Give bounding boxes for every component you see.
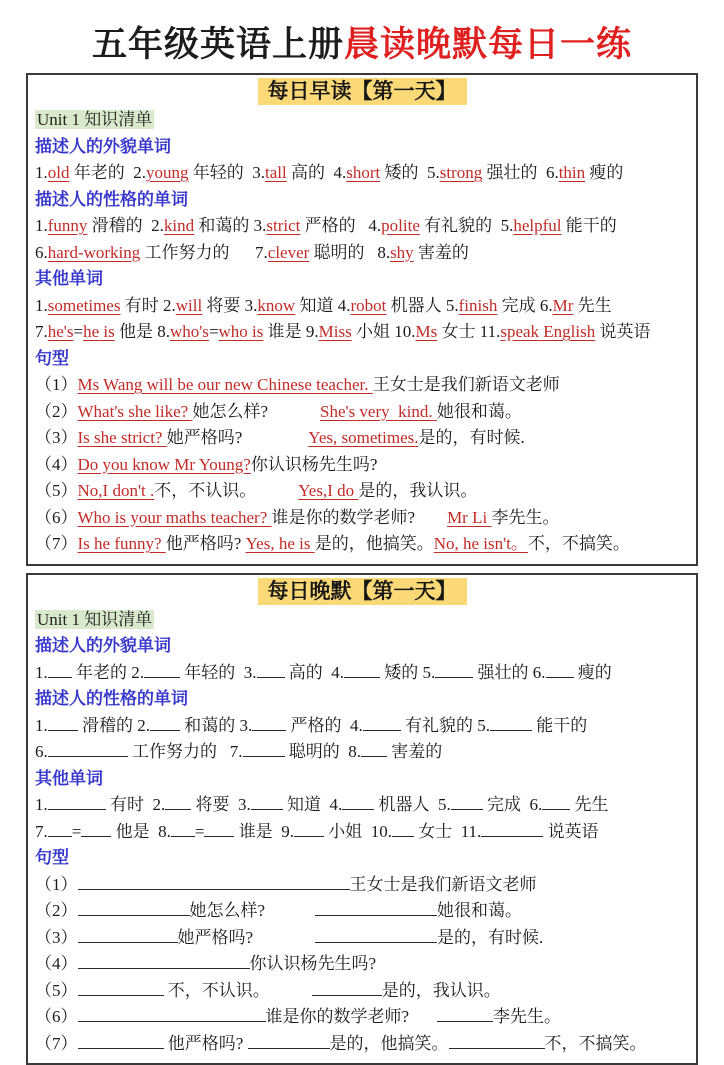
text-segment: 3. bbox=[245, 296, 258, 315]
text-segment: （1） bbox=[35, 375, 78, 394]
text-segment: 8. bbox=[348, 742, 361, 761]
text-segment: speak English bbox=[500, 322, 595, 341]
text-segment: 4. bbox=[368, 216, 381, 235]
blank-field bbox=[81, 821, 111, 837]
text-segment: 她很和蔼。 bbox=[437, 901, 522, 920]
category-heading: 句型 bbox=[35, 349, 69, 368]
text-segment: = bbox=[209, 322, 219, 341]
text-segment: 7. bbox=[35, 822, 48, 841]
worksheet-line bbox=[35, 319, 689, 346]
text-segment: Yes, sometimes. bbox=[308, 428, 418, 447]
text-segment: 将要 bbox=[191, 795, 238, 814]
worksheet-line bbox=[35, 1004, 689, 1031]
text-segment: 4. bbox=[333, 163, 346, 182]
text-segment: short bbox=[346, 163, 380, 182]
page-title bbox=[0, 0, 724, 66]
text-segment: （2） bbox=[35, 901, 78, 920]
text-segment: 滑稽的 bbox=[87, 216, 151, 235]
spacer bbox=[253, 942, 315, 943]
text-segment: 聪明的 bbox=[285, 742, 349, 761]
worksheet-line bbox=[35, 160, 689, 187]
text-segment: Do you know Mr Young? bbox=[78, 455, 251, 474]
text-segment: 她怎么样? bbox=[190, 901, 266, 920]
unit-label: Unit 1 知识清单 bbox=[35, 110, 154, 129]
morning-section-header: 每日早读【第一天】 bbox=[258, 78, 467, 105]
text-segment: 能干的 bbox=[532, 716, 587, 735]
text-segment: 5. bbox=[438, 795, 451, 814]
spacer bbox=[242, 442, 308, 443]
blank-field bbox=[78, 874, 350, 890]
text-segment: 谁是你的数学老师? bbox=[272, 508, 416, 527]
text-segment: 是的，他搞笑。 bbox=[330, 1034, 449, 1053]
blank-field bbox=[361, 741, 387, 757]
text-segment: 6. bbox=[533, 663, 546, 682]
text-segment: 11. bbox=[461, 822, 482, 841]
category-heading: 其他单词 bbox=[35, 269, 103, 288]
blank-field bbox=[542, 794, 570, 810]
text-segment: 是的，有时候. bbox=[437, 928, 543, 947]
text-segment: = bbox=[72, 822, 82, 841]
text-segment: will bbox=[176, 296, 202, 315]
text-segment: 知道 bbox=[283, 795, 330, 814]
worksheet-line bbox=[35, 134, 689, 161]
blank-field bbox=[363, 715, 401, 731]
text-segment: （6） bbox=[35, 1007, 78, 1026]
blank-field bbox=[342, 794, 374, 810]
text-segment: 强壮的 bbox=[473, 663, 533, 682]
text-segment: 小姐 bbox=[324, 822, 371, 841]
text-segment: 瘦的 bbox=[585, 163, 623, 182]
text-segment: 10. bbox=[371, 822, 392, 841]
text-segment: tall bbox=[265, 163, 287, 182]
text-segment: 是的，我认识。 bbox=[358, 481, 477, 500]
text-segment: 她很和蔼。 bbox=[437, 402, 522, 421]
text-segment: 3. bbox=[238, 795, 251, 814]
text-segment: 不，不认识。 bbox=[164, 981, 270, 1000]
text-segment: 7. bbox=[230, 742, 243, 761]
text-segment: （4） bbox=[35, 455, 78, 474]
text-segment: 7. bbox=[35, 322, 48, 341]
worksheet-line bbox=[35, 925, 689, 952]
blank-field bbox=[78, 1006, 266, 1022]
text-segment: 有礼貌的 bbox=[420, 216, 501, 235]
text-segment: 5. bbox=[427, 163, 440, 182]
text-segment: 完成 bbox=[483, 795, 530, 814]
category-heading: 描述人的性格的单词 bbox=[35, 689, 188, 708]
text-segment: Ms bbox=[415, 322, 437, 341]
text-segment: 年老的 bbox=[72, 663, 132, 682]
text-segment: Yes,I do bbox=[298, 481, 358, 500]
worksheet-line bbox=[35, 819, 689, 846]
text-segment: 谁是 bbox=[263, 322, 306, 341]
blank-field bbox=[312, 980, 382, 996]
category-heading: 描述人的性格的单词 bbox=[35, 190, 188, 209]
blank-field bbox=[315, 927, 437, 943]
unit-label: Unit 1 知识清单 bbox=[35, 610, 154, 629]
text-segment: finish bbox=[459, 296, 498, 315]
text-segment: 将要 bbox=[202, 296, 245, 315]
blank-field bbox=[294, 821, 324, 837]
text-segment: funny bbox=[48, 216, 88, 235]
text-segment: What's she like? bbox=[78, 402, 193, 421]
text-segment: 你认识杨先生吗? bbox=[250, 954, 377, 973]
worksheet-line bbox=[35, 399, 689, 426]
blank-field bbox=[78, 1033, 164, 1049]
blank-field bbox=[150, 715, 180, 731]
text-segment: 2. bbox=[153, 795, 166, 814]
blank-field bbox=[248, 1033, 330, 1049]
text-segment: young bbox=[146, 163, 189, 182]
text-segment: Who is your maths teacher? bbox=[78, 508, 272, 527]
text-segment: 8. bbox=[158, 822, 171, 841]
text-segment: 3. bbox=[252, 163, 265, 182]
text-segment: 先生 bbox=[570, 795, 608, 814]
blank-field bbox=[48, 741, 128, 757]
text-segment: 有礼貌的 bbox=[401, 716, 478, 735]
text-segment: She's very kind. bbox=[320, 402, 437, 421]
evening-section-header: 每日晚默【第一天】 bbox=[258, 578, 467, 605]
text-segment: （7） bbox=[35, 1034, 78, 1053]
text-segment: 她严格吗? bbox=[178, 928, 254, 947]
worksheet-line bbox=[35, 240, 689, 267]
text-segment: 她严格吗? bbox=[167, 428, 243, 447]
section-header-row bbox=[35, 578, 689, 607]
text-segment: （7） bbox=[35, 534, 78, 553]
text-segment: 4. bbox=[350, 716, 363, 735]
worksheet-line bbox=[35, 266, 689, 293]
text-segment: 严格的 bbox=[286, 716, 350, 735]
blank-field bbox=[78, 927, 178, 943]
worksheet-line bbox=[35, 213, 689, 240]
text-segment: 9. bbox=[306, 322, 319, 341]
text-segment: clever bbox=[268, 243, 310, 262]
blank-field bbox=[344, 662, 380, 678]
text-segment: polite bbox=[381, 216, 420, 235]
morning-reading-section bbox=[26, 73, 698, 566]
blank-field bbox=[437, 1006, 493, 1022]
blank-field bbox=[243, 741, 285, 757]
text-segment: 能干的 bbox=[562, 216, 617, 235]
text-segment: 1. bbox=[35, 296, 48, 315]
text-segment: 工作努力的 bbox=[128, 742, 230, 761]
text-segment: 害羞的 bbox=[387, 742, 442, 761]
spacer bbox=[270, 995, 312, 996]
text-segment: 王女士是我们新语文老师 bbox=[350, 875, 537, 894]
blank-field bbox=[252, 715, 286, 731]
worksheet-line bbox=[35, 739, 689, 766]
text-segment: kind bbox=[164, 216, 194, 235]
worksheet-line bbox=[35, 898, 689, 925]
text-segment: 机器人 bbox=[374, 795, 438, 814]
worksheet-line bbox=[35, 478, 689, 505]
blank-field bbox=[546, 662, 574, 678]
blank-field bbox=[490, 715, 532, 731]
text-segment: 不，不认识。 bbox=[154, 481, 256, 500]
worksheet-line bbox=[35, 187, 689, 214]
text-segment: 年轻的 bbox=[180, 663, 244, 682]
blank-field bbox=[78, 980, 164, 996]
text-segment: （3） bbox=[35, 928, 78, 947]
text-segment: 6. bbox=[35, 243, 48, 262]
text-segment: 严格的 bbox=[300, 216, 368, 235]
text-segment: （3） bbox=[35, 428, 78, 447]
blank-field bbox=[315, 900, 437, 916]
blank-field bbox=[392, 821, 414, 837]
text-segment: shy bbox=[390, 243, 414, 262]
worksheet-line bbox=[35, 792, 689, 819]
text-segment: strict bbox=[266, 216, 300, 235]
spacer bbox=[409, 1021, 437, 1022]
text-segment: 不，不搞笑。 bbox=[545, 1034, 647, 1053]
worksheet-line bbox=[35, 607, 689, 634]
blank-field bbox=[78, 953, 250, 969]
text-segment: 知道 bbox=[295, 296, 338, 315]
text-segment: 矮的 bbox=[380, 163, 427, 182]
text-segment: = bbox=[73, 322, 83, 341]
text-segment: 说英语 bbox=[543, 822, 598, 841]
text-segment: 机器人 bbox=[386, 296, 446, 315]
text-segment: 4. bbox=[330, 795, 343, 814]
text-segment: （5） bbox=[35, 981, 78, 1000]
text-segment: 3. bbox=[240, 716, 253, 735]
text-segment: 5. bbox=[446, 296, 459, 315]
worksheet-line bbox=[35, 372, 689, 399]
blank-field bbox=[257, 662, 285, 678]
text-segment: （5） bbox=[35, 481, 78, 500]
worksheet-line bbox=[35, 978, 689, 1005]
text-segment: 女士 bbox=[437, 322, 480, 341]
worksheet-line bbox=[35, 346, 689, 373]
text-segment: Is she strict? bbox=[78, 428, 167, 447]
text-segment: 矮的 bbox=[380, 663, 423, 682]
text-segment: 2. bbox=[133, 163, 146, 182]
text-segment: thin bbox=[559, 163, 585, 182]
text-segment: Ms Wang will be our new Chinese teacher. bbox=[78, 375, 373, 394]
worksheet-line bbox=[35, 452, 689, 479]
blank-field bbox=[449, 1033, 545, 1049]
blank-field bbox=[165, 794, 191, 810]
text-segment: robot bbox=[350, 296, 386, 315]
section-header-row bbox=[35, 78, 689, 107]
text-segment: 3. bbox=[254, 216, 267, 235]
text-segment: Mr bbox=[553, 296, 574, 315]
text-segment: 你认识杨先生吗? bbox=[251, 455, 378, 474]
worksheet-line bbox=[35, 107, 689, 134]
text-segment: 8. bbox=[157, 322, 170, 341]
text-segment: 8. bbox=[377, 243, 390, 262]
text-segment: 不，不搞笑。 bbox=[528, 534, 630, 553]
text-segment: 10. bbox=[394, 322, 415, 341]
worksheet-line bbox=[35, 660, 689, 687]
worksheet-line bbox=[35, 872, 689, 899]
blank-field bbox=[171, 821, 195, 837]
page-title-black: 五年级英语上册 bbox=[92, 25, 344, 64]
text-segment: he's bbox=[48, 322, 74, 341]
text-segment: 2. bbox=[163, 296, 176, 315]
blank-field bbox=[435, 662, 473, 678]
text-segment: （6） bbox=[35, 508, 78, 527]
spacer bbox=[256, 495, 298, 496]
text-segment: 6. bbox=[35, 742, 48, 761]
blank-field bbox=[451, 794, 483, 810]
blank-field bbox=[204, 821, 234, 837]
text-segment: 她怎么样? bbox=[192, 402, 268, 421]
worksheet-line bbox=[35, 686, 689, 713]
text-segment: 谁是你的数学老师? bbox=[266, 1007, 410, 1026]
text-segment: 1. bbox=[35, 163, 48, 182]
text-segment: （4） bbox=[35, 954, 78, 973]
text-segment: 小姐 bbox=[352, 322, 395, 341]
category-heading: 句型 bbox=[35, 848, 69, 867]
text-segment: 年老的 bbox=[69, 163, 133, 182]
text-segment: 和蔼的 bbox=[194, 216, 254, 235]
worksheet-line bbox=[35, 505, 689, 532]
text-segment: 年轻的 bbox=[188, 163, 252, 182]
text-segment: 6. bbox=[540, 296, 553, 315]
text-segment: 7. bbox=[255, 243, 268, 262]
text-segment: 聪明的 bbox=[309, 243, 377, 262]
blank-field bbox=[251, 794, 283, 810]
text-segment: 2. bbox=[151, 216, 164, 235]
blank-field bbox=[144, 662, 180, 678]
blank-field bbox=[48, 794, 106, 810]
text-segment: 5. bbox=[477, 716, 490, 735]
text-segment: 完成 bbox=[497, 296, 540, 315]
spacer bbox=[265, 915, 315, 916]
text-segment: who's bbox=[170, 322, 209, 341]
text-segment: 女士 bbox=[414, 822, 461, 841]
text-segment: 工作努力的 bbox=[140, 243, 255, 262]
text-segment: strong bbox=[440, 163, 483, 182]
text-segment: 害羞的 bbox=[414, 243, 469, 262]
text-segment: Is he funny? bbox=[78, 534, 166, 553]
text-segment: 有时 bbox=[120, 296, 163, 315]
section-body bbox=[35, 107, 689, 558]
text-segment: 4. bbox=[331, 663, 344, 682]
worksheet-line bbox=[35, 633, 689, 660]
text-segment: 2. bbox=[131, 663, 144, 682]
blank-field bbox=[78, 900, 190, 916]
worksheet-line bbox=[35, 1031, 689, 1058]
text-segment: = bbox=[195, 822, 205, 841]
text-segment: 1. bbox=[35, 216, 48, 235]
text-segment: Yes, he is bbox=[246, 534, 315, 553]
text-segment: 4. bbox=[338, 296, 351, 315]
text-segment: 6. bbox=[530, 795, 543, 814]
category-heading: 描述人的外貌单词 bbox=[35, 636, 171, 655]
worksheet-line bbox=[35, 766, 689, 793]
text-segment: 瘦的 bbox=[574, 663, 612, 682]
blank-field bbox=[48, 821, 72, 837]
text-segment: 1. bbox=[35, 716, 48, 735]
text-segment: 他严格吗? bbox=[164, 1034, 248, 1053]
text-segment: 2. bbox=[137, 716, 150, 735]
text-segment: 是的，他搞笑。 bbox=[315, 534, 434, 553]
text-segment: 11. bbox=[480, 322, 501, 341]
worksheet-line bbox=[35, 845, 689, 872]
worksheet-line bbox=[35, 531, 689, 558]
text-segment: 强壮的 bbox=[482, 163, 546, 182]
text-segment: 3. bbox=[244, 663, 257, 682]
text-segment: 王女士是我们新语文老师 bbox=[373, 375, 560, 394]
spacer bbox=[415, 522, 447, 523]
text-segment: 1. bbox=[35, 795, 48, 814]
text-segment: 李先生。 bbox=[493, 1007, 561, 1026]
category-heading: 其他单词 bbox=[35, 769, 103, 788]
text-segment: 说英语 bbox=[595, 322, 650, 341]
text-segment: 5. bbox=[423, 663, 436, 682]
text-segment: 是的，我认识。 bbox=[382, 981, 501, 1000]
text-segment: old bbox=[48, 163, 70, 182]
text-segment: 6. bbox=[546, 163, 559, 182]
text-segment: 谁是 bbox=[234, 822, 281, 841]
text-segment: know bbox=[257, 296, 295, 315]
text-segment: 有时 bbox=[106, 795, 153, 814]
worksheet-line bbox=[35, 713, 689, 740]
worksheet-line bbox=[35, 951, 689, 978]
text-segment: 李先生。 bbox=[491, 508, 559, 527]
text-segment: 和蔼的 bbox=[180, 716, 240, 735]
text-segment: 滑稽的 bbox=[78, 716, 138, 735]
blank-field bbox=[48, 662, 72, 678]
text-segment: 是的，有时候. bbox=[418, 428, 524, 447]
text-segment: hard-working bbox=[48, 243, 141, 262]
text-segment: 1. bbox=[35, 663, 48, 682]
text-segment: sometimes bbox=[48, 296, 121, 315]
text-segment: 高的 bbox=[285, 663, 332, 682]
text-segment: No, he isn't。 bbox=[434, 534, 528, 553]
text-segment: 他是 bbox=[111, 822, 158, 841]
worksheet-line bbox=[35, 425, 689, 452]
worksheet-line bbox=[35, 293, 689, 320]
text-segment: 5. bbox=[501, 216, 514, 235]
page-title-red: 晨读晚默每日一练 bbox=[344, 25, 632, 64]
blank-field bbox=[48, 715, 78, 731]
text-segment: 他严格吗? bbox=[166, 534, 246, 553]
text-segment: No,I don't . bbox=[78, 481, 155, 500]
text-segment: （1） bbox=[35, 875, 78, 894]
text-segment: Mr Li bbox=[447, 508, 491, 527]
text-segment: （2） bbox=[35, 402, 78, 421]
text-segment: helpful bbox=[513, 216, 561, 235]
blank-field bbox=[481, 821, 543, 837]
spacer bbox=[268, 416, 320, 417]
section-body bbox=[35, 607, 689, 1058]
text-segment: 他是 bbox=[115, 322, 158, 341]
evening-dictation-section bbox=[26, 573, 698, 1065]
text-segment: 9. bbox=[281, 822, 294, 841]
category-heading: 描述人的外貌单词 bbox=[35, 137, 171, 156]
text-segment: who is bbox=[219, 322, 264, 341]
text-segment: Miss bbox=[319, 322, 352, 341]
text-segment: he is bbox=[83, 322, 115, 341]
text-segment: 先生 bbox=[573, 296, 611, 315]
text-segment: 高的 bbox=[287, 163, 334, 182]
